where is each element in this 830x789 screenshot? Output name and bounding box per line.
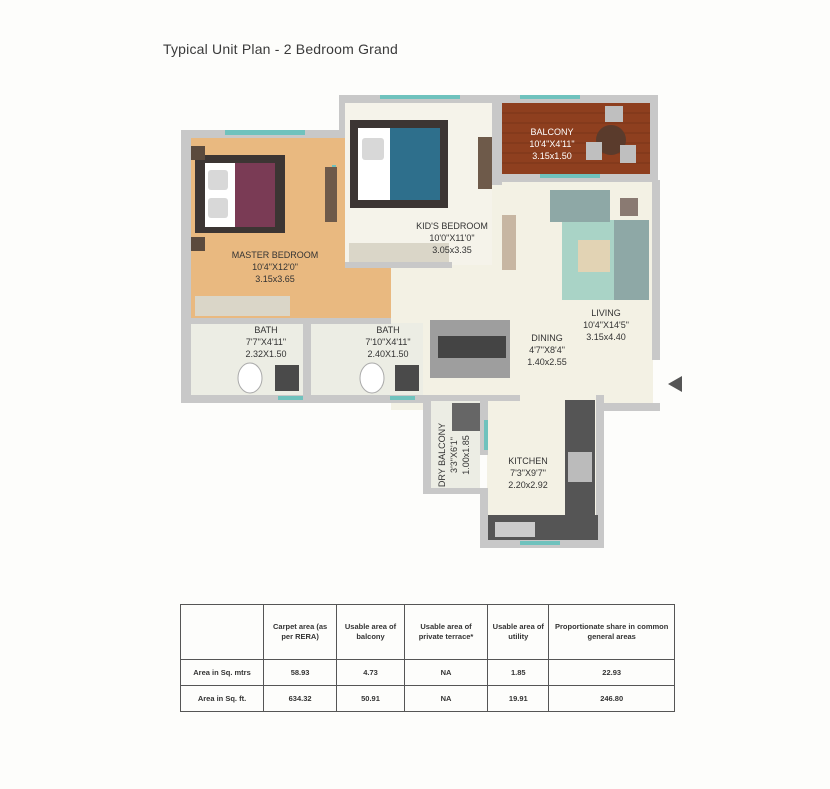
kitchen-dim-m: 2.20x2.92 [508,480,548,490]
kids-cabinet [502,215,516,270]
entrance-arrow-icon [668,376,682,392]
living-furniture [550,190,649,300]
table-cell: 634.32 [264,686,337,712]
balcony-dim-ft: 10'4"X4'11" [529,139,575,149]
row-label: Area in Sq. mtrs [181,660,264,686]
label-balcony [529,127,574,161]
dining-dim-ft: 4'7"X8'4" [529,345,565,355]
bath2-dim-m: 2.40X1.50 [367,349,409,359]
area-table-header [181,605,675,660]
master-wardrobe [325,167,337,222]
label-dining [527,333,567,367]
header-cell: Usable area of utility [488,605,549,660]
dry-name: DRY BALCONY [437,422,447,488]
living-dim-ft: 10'4"X14'5" [583,320,629,330]
table-cell: 1.85 [488,660,549,686]
master-dim-ft: 10'4"X12'0" [252,262,298,272]
header-cell: Usable area of balcony [337,605,405,660]
table-cell: 50.91 [337,686,405,712]
dining-dim-m: 1.40x2.55 [527,357,567,367]
kids-wardrobe [478,137,492,189]
master-dim-m: 3.15x3.65 [255,274,295,284]
dry-dim-ft: 3'3"X6'1" [449,437,459,473]
bath1-name: BATH [254,325,278,335]
bath2-name: BATH [376,325,400,335]
master-dresser [195,296,290,316]
table-cell: 246.80 [549,686,675,712]
table-row [181,660,675,686]
master-bed [195,155,285,233]
table-cell: NA [404,660,487,686]
table-cell: 22.93 [549,660,675,686]
label-kitchen [508,456,548,490]
row-label: Area in Sq. ft. [181,686,264,712]
table-cell: NA [404,686,487,712]
kids-dim-m: 3.05x3.35 [432,245,472,255]
kids-dim-ft: 10'0"X11'0" [429,233,475,243]
table-cell: 58.93 [264,660,337,686]
header-cell: Proportionate share in common general areas [549,605,675,660]
table-cell: 4.73 [337,660,405,686]
living-name: LIVING [591,308,621,318]
dining-table [430,320,510,378]
balcony-dim-m: 3.15x1.50 [532,151,572,161]
bath2-dim-ft: 7'10"X4'11" [365,337,411,347]
kitchen-dim-ft: 7'3"X9'7" [510,468,546,478]
area-table [180,604,675,712]
header-cell: Usable area of private terrace* [404,605,487,660]
table-row [181,686,675,712]
page-title: Typical Unit Plan - 2 Bedroom Grand [163,41,398,57]
kids-name: KID'S BEDROOM [416,221,488,231]
master-name: MASTER BEDROOM [231,250,319,260]
bath1-dim-m: 2.32X1.50 [245,349,287,359]
living-dim-m: 3.15x4.40 [586,332,626,342]
bath1-dim-ft: 7'7"X4'11" [245,337,287,347]
dry-dim-m: 1.00x1.85 [461,435,471,475]
header-cell: Carpet area (as per RERA) [264,605,337,660]
kids-bed [350,120,448,208]
dining-name: DINING [531,333,563,343]
table-cell: 19.91 [488,686,549,712]
balcony-name: BALCONY [530,127,574,137]
kitchen-name: KITCHEN [508,456,548,466]
header-cell [181,605,264,660]
